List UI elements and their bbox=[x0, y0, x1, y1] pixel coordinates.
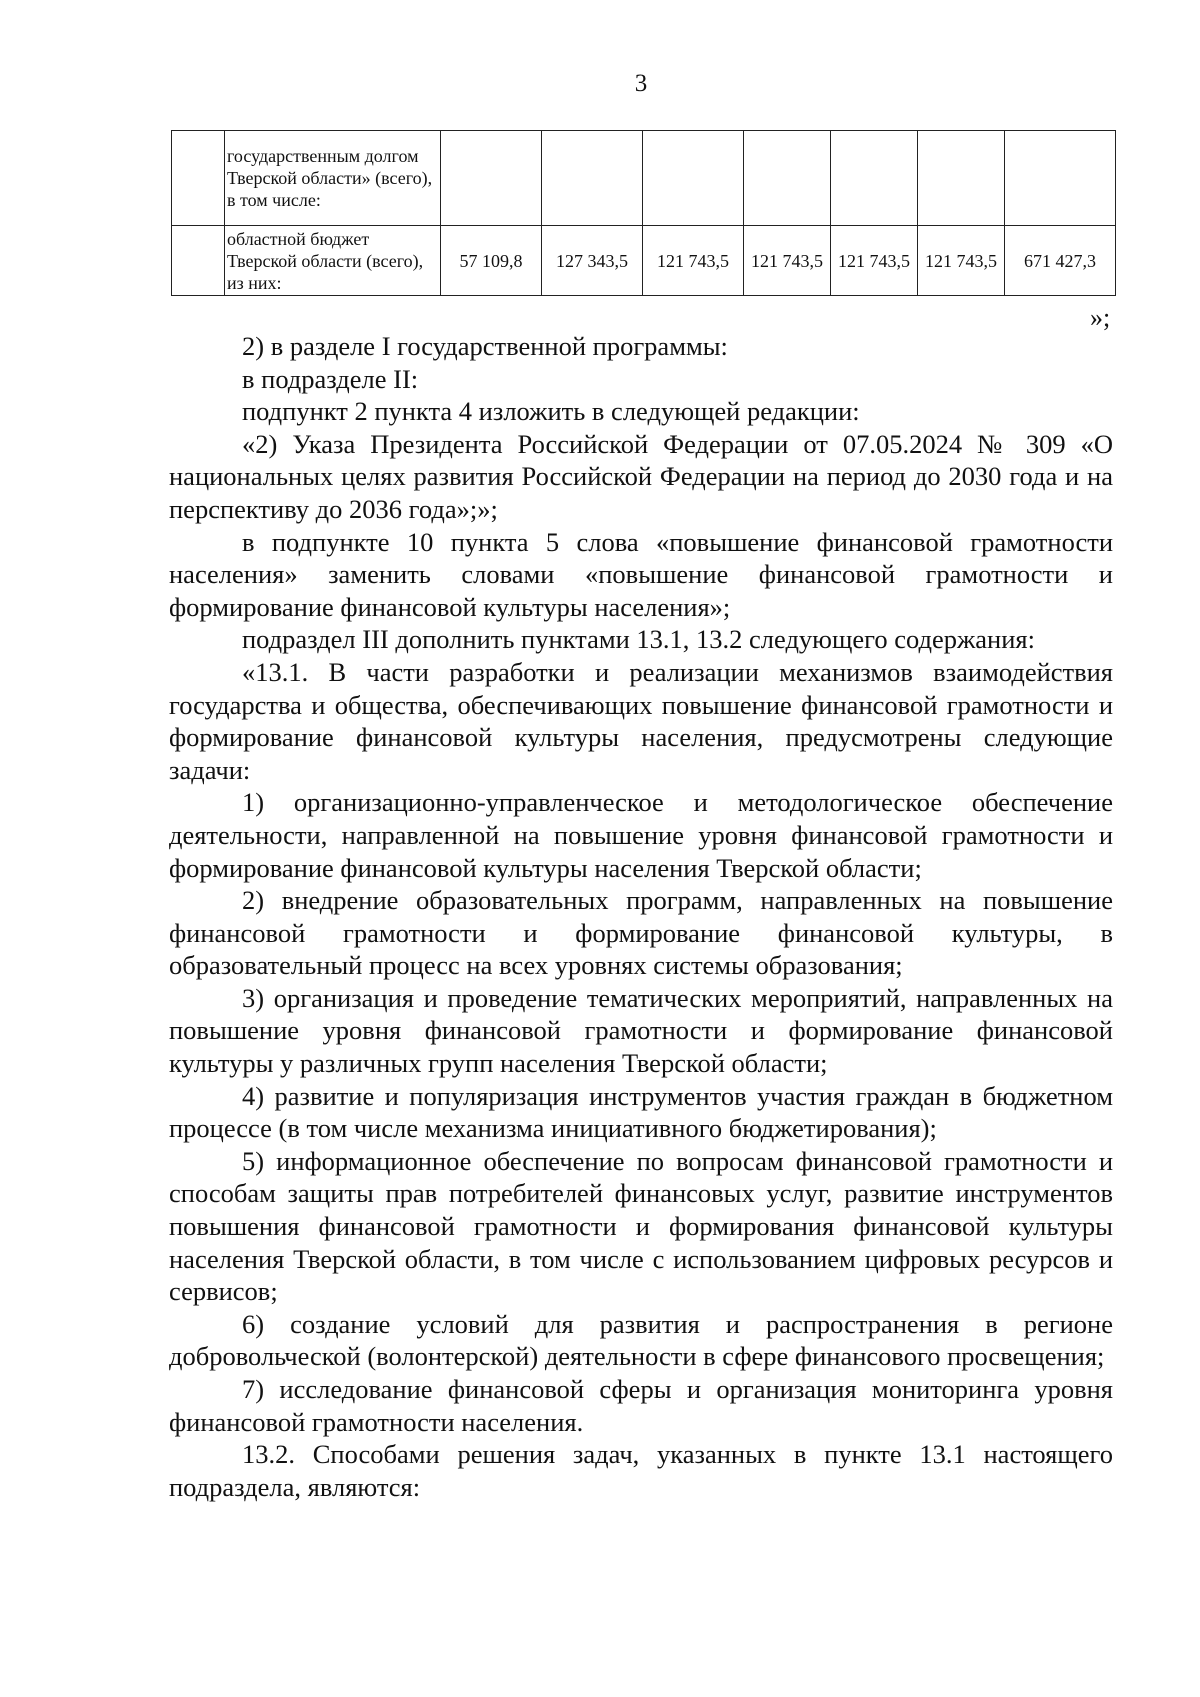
paragraph: 6) создание условий для развития и распространения в регионе добровольческой (волонтерской) деятельности в сфере финансового просвещения; bbox=[169, 1308, 1113, 1372]
table-cell bbox=[441, 131, 542, 226]
table-cell: 671 427,3 bbox=[1005, 226, 1116, 296]
paragraph: в подразделе II: bbox=[242, 363, 419, 394]
table-row-label: государственным долгом Тверской области» (всего), в том числе: bbox=[225, 131, 441, 226]
paragraph: 4) развитие и популяризация инструментов участия граждан в бюджетном процессе (в том числе механизма инициативного бюджетирования); bbox=[169, 1080, 1113, 1144]
document-body bbox=[169, 330, 1113, 1503]
table-cell-empty bbox=[172, 131, 225, 226]
paragraph: 1) организационно-управленческое и методологическое обеспечение деятельности, направленной на повышение уровня финансовой грамотности и формирование финансовой культуры населения Тверской области; bbox=[169, 787, 1113, 883]
page-number: 3 bbox=[634, 70, 648, 97]
table-cell: 121 743,5 bbox=[918, 226, 1005, 296]
paragraph: в подпункте 10 пункта 5 слова «повышение финансовой грамотности населения» заменить словами «повышение финансовой грамотности и формирование финансовой культуры населения»; bbox=[169, 526, 1113, 622]
table-cell bbox=[643, 131, 744, 226]
paragraph: 7) исследование финансовой сферы и организация мониторинга уровня финансовой грамотности населения. bbox=[169, 1374, 1113, 1437]
table-cell-empty bbox=[172, 226, 225, 296]
table-cell: 57 109,8 bbox=[441, 226, 542, 296]
paragraph: 5) информационное обеспечение по вопросам финансовой грамотности и способам защиты прав потребителей финансовых услуг, развитие инструментов повышения финансовой грамотности и формирования финансовой культуры населения Тверской области, в том числе с использованием цифровых ресурсов и сервисов; bbox=[169, 1145, 1113, 1307]
table-cell bbox=[542, 131, 643, 226]
paragraph: 2) в разделе I государственной программы: bbox=[242, 331, 728, 361]
paragraph: «2) Указа Президента Российской Федерации от 07.05.2024 № 309 «О национальных целях развития Российской Федерации на период до 2030 года и на перспективу до 2036 года»;»; bbox=[169, 428, 1113, 524]
table-cell bbox=[918, 131, 1005, 226]
table-cell bbox=[1005, 131, 1116, 226]
closing-quote: »; bbox=[1090, 303, 1111, 332]
paragraph: подпункт 2 пункта 4 изложить в следующей редакции: bbox=[242, 396, 860, 427]
table-cell: 121 743,5 bbox=[831, 226, 918, 296]
table-cell: 121 743,5 bbox=[643, 226, 744, 296]
paragraph: подраздел III дополнить пунктами 13.1, 13.2 следующего содержания: bbox=[242, 624, 1035, 655]
table-row-label: областной бюджет Тверской области (всего), из них: bbox=[225, 226, 441, 296]
table-cell: 121 743,5 bbox=[744, 226, 831, 296]
table-row bbox=[172, 131, 1116, 226]
paragraph: 3) организация и проведение тематических мероприятий, направленных на повышение уровня финансовой грамотности и формирование финансовой культуры у различных групп населения Тверской области; bbox=[169, 982, 1113, 1079]
paragraph: «13.1. В части разработки и реализации механизмов взаимодействия государства и общества, обеспечивающих повышение финансовой грамотности и формирование финансовой культуры населения, предусмотрены следующие задачи: bbox=[169, 656, 1113, 785]
paragraph: 13.2. Способами решения задач, указанных в пункте 13.1 настоящего подраздела, являются: bbox=[169, 1439, 1113, 1502]
table-cell bbox=[744, 131, 831, 226]
table-row bbox=[172, 226, 1116, 296]
budget-table bbox=[171, 130, 1116, 296]
paragraph: 2) внедрение образовательных программ, направленных на повышение финансовой грамотности и формирование финансовой культуры, в образовательный процесс на всех уровнях системы образования; bbox=[169, 885, 1113, 981]
table-cell bbox=[831, 131, 918, 226]
table-cell: 127 343,5 bbox=[542, 226, 643, 296]
